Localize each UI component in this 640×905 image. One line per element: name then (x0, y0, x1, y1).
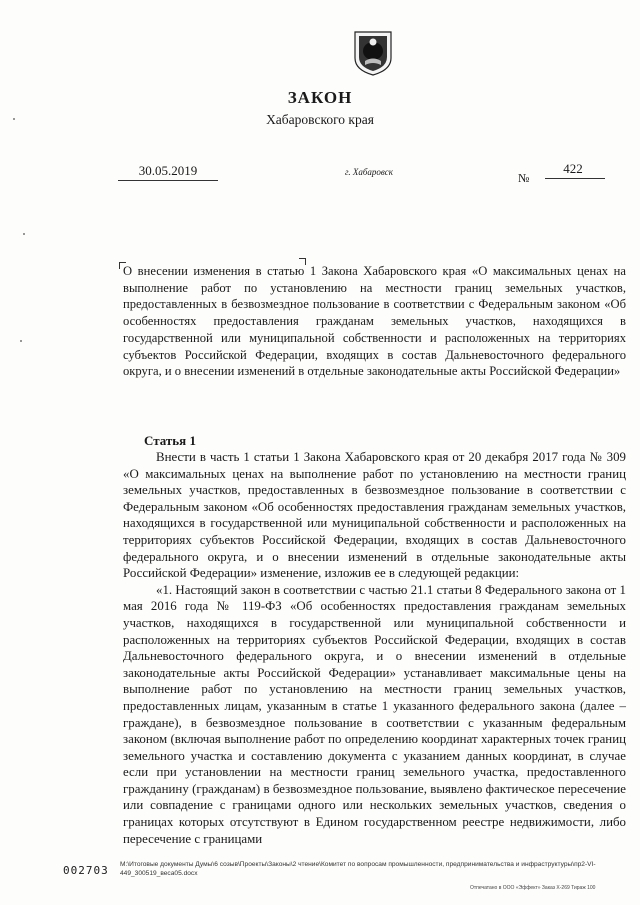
scan-speck (20, 340, 22, 342)
law-number: 422 (563, 161, 583, 176)
date-underline (118, 180, 218, 181)
law-city: г. Хабаровск (345, 167, 393, 177)
print-note: Отпечатано в ООО «Эффект» Заказ Х-269 Тираж 100 (470, 885, 596, 891)
law-preamble: О внесении изменения в статью 1 Закона Хабаровского края «О максимальных ценах на выполнение работ по установлению на местности границ земельных участков, предоставленных в безвозмездное пользование в соответствии с Федеральным законом «Об особенностях предоставления гражданам земельных участков, находящихся в государственной или муниципальной собственности и расположенных на территориях субъектов Российской Федерации, входящих в состав Дальневосточного федерального округа, и о внесении изменений в отдельные законодательные акты Российской Федерации» (123, 264, 626, 379)
scan-speck (13, 118, 15, 120)
document-code: 002703 (63, 864, 109, 877)
law-subtitle: Хабаровского края (266, 112, 374, 127)
number-underline (545, 178, 605, 179)
article-paragraph: Внести в часть 1 статьи 1 Закона Хабаровского края от 20 декабря 2017 года № 309 «О максимальных ценах на выполнение работ по установлению на местности границ земельных участков, предоставленных в безвозмездное пользование в соответствии с Федеральным законом «Об особенностях предоставления гражданам земельных участков, находящихся в государственной или муниципальной собственности и расположенных на территориях субъектов Российской Федерации, входящих в состав Дальневосточного федерального округа, и о внесении изменений в отдельные законодательные акты Российской Федерации» изменение, изложив ее в следующей редакции: (123, 450, 626, 581)
coat-of-arms-emblem (351, 28, 395, 76)
law-date: 30.05.2019 (138, 163, 198, 178)
article-title: Статья 1 (144, 433, 196, 448)
article-body (123, 449, 626, 847)
article-paragraph: «1. Настоящий закон в соответствии с частью 21.1 статьи 8 Федерального закона от 1 мая 2016 года № 119-ФЗ «Об особенностях предоставления гражданам земельных участков, находящихся в государственной или муниципальной собственности и расположенных на территориях субъектов Российской Федерации, входящих в состав Дальневосточного федерального округа, и о внесении изменений в отдельные законодательные акты Российской Федерации» устанавливает максимальные цены на выполнение работ по установлению на местности границ земельных участков, предоставленных лицам, указанным в статье 1 указанного федерального закона (далее – граждане), в безвозмездное пользование в соответствии с указанным федеральным законом (включая выполнение работ по определению координат характерных точек границ земельного участка и составлению документа с указанием данных координат, в случае если при установлении на местности границ земельного участка, предоставленного гражданину (гражданам) в безвозмездное пользование, выявлено фактическое пересечение или совпадение с границами одного или нескольких земельных участков, сведения о границах которых отсутствуют в Едином государственном реестре недвижимости, либо пересечение с границами (123, 582, 626, 846)
law-title: ЗАКОН (287, 88, 353, 107)
number-sign: № (518, 171, 530, 185)
file-path: М:\Итоговые документы Думы\6 созыв\Проекты\Законы\2 чтение\Комитет по вопросам промышленности, предпринимательства и инфраструктуры\пр2-VI-449_300519_веса05.docx (120, 861, 596, 877)
scan-speck (23, 233, 25, 235)
